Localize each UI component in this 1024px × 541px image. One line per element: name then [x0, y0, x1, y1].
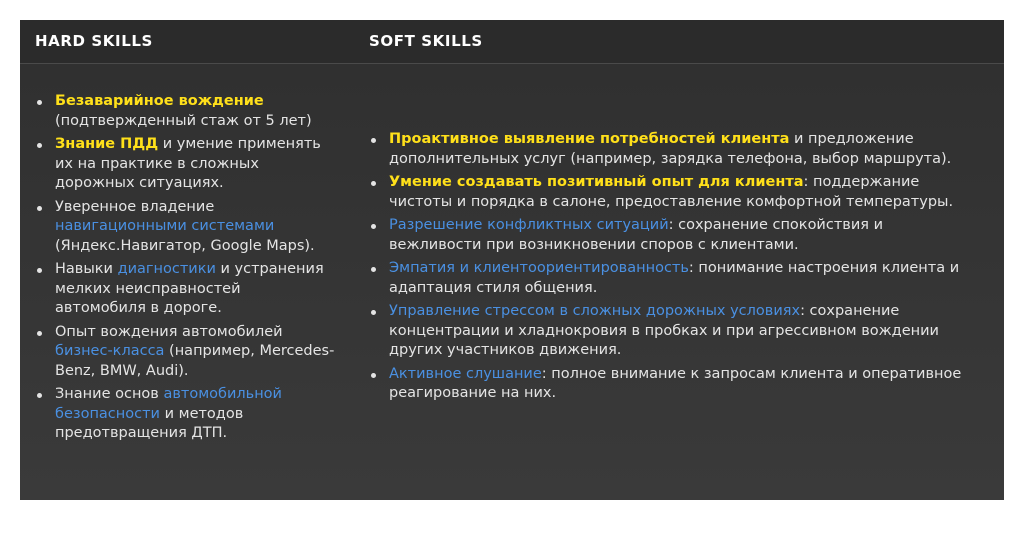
hard-skill-pre: Знание основ: [55, 386, 164, 402]
hard-skill-post: и умение применять их на практике в сложных дорожных ситуациях.: [55, 136, 321, 191]
soft-skill-item: [369, 216, 969, 255]
hard-skill-post: (подтвержденный стаж от 5 лет): [55, 112, 312, 129]
hard-skill-pre: Опыт вождения автомобилей: [55, 323, 283, 340]
soft-skill-item: [369, 130, 969, 169]
hard-skill-highlight: бизнес-класса: [55, 343, 165, 359]
hard-skill-pre: Уверенное владение: [55, 198, 215, 215]
hard-skills-header: HARD SKILLS: [35, 32, 153, 50]
soft-skill-post: : понимание настроения клиента и адаптация стиля общения.: [389, 260, 960, 296]
hard-skill-item: [35, 198, 335, 257]
soft-skill-item: [369, 302, 969, 361]
hard-skill-post: и методов предотвращения ДТП.: [55, 405, 244, 441]
soft-skill-highlight: Проактивное выявление потребностей клиента: [389, 131, 790, 147]
hard-skill-item: [35, 135, 335, 194]
hard-skill-highlight: автомобильной безопасности: [55, 386, 282, 422]
soft-skill-item: [369, 365, 969, 404]
hard-skill-post: (например, Mercedes-Benz, BMW, Audi).: [55, 343, 335, 379]
hard-skill-item: [35, 260, 335, 319]
skills-card: [20, 20, 1004, 500]
hard-skill-highlight: диагностики: [117, 261, 216, 277]
hard-skill-post: и устранения мелких неисправностей автомобиля в дороге.: [55, 261, 324, 316]
soft-skills-header: SOFT SKILLS: [369, 32, 483, 50]
hard-skill-item: [35, 92, 335, 131]
hard-skill-item: [35, 385, 335, 444]
soft-skill-highlight: Разрешение конфликтных ситуаций: [389, 217, 669, 233]
hard-skills-list: [35, 92, 335, 448]
hard-skill-highlight: навигационными системами: [55, 218, 275, 234]
soft-skill-post: : сохранение концентрации и хладнокровия в пробках и при агрессивном вождении других участников движения.: [389, 303, 939, 358]
soft-skill-highlight: Умение создавать позитивный опыт для клиента: [389, 174, 804, 190]
soft-skill-post: и предложение дополнительных услуг (например, зарядка телефона, выбор маршрута).: [389, 131, 952, 167]
soft-skill-post: : поддержание чистоты и порядка в салоне, предоставление комфортной температуры.: [389, 174, 954, 210]
table-header: [20, 20, 1004, 64]
soft-skill-highlight: Эмпатия и клиентоориентированность: [389, 260, 689, 276]
soft-skill-item: [369, 259, 969, 298]
soft-skill-post: : полное внимание к запросам клиента и оперативное реагирование на них.: [389, 365, 962, 401]
soft-skills-list: [369, 130, 969, 408]
hard-skill-pre: Навыки: [55, 261, 118, 277]
hard-skill-item: [35, 323, 335, 382]
hard-skill-highlight: Знание ПДД: [55, 136, 159, 152]
soft-skill-highlight: Управление стрессом в сложных дорожных условиях: [389, 303, 801, 319]
soft-skill-item: [369, 173, 969, 212]
hard-skill-highlight: Безаварийное вождение: [55, 93, 264, 109]
hard-skill-post: (Яндекс.Навигатор, Google Maps).: [55, 237, 315, 254]
soft-skill-post: : сохранение спокойствия и вежливости при возникновении споров с клиентами.: [389, 217, 884, 253]
soft-skill-highlight: Активное слушание: [389, 365, 542, 382]
